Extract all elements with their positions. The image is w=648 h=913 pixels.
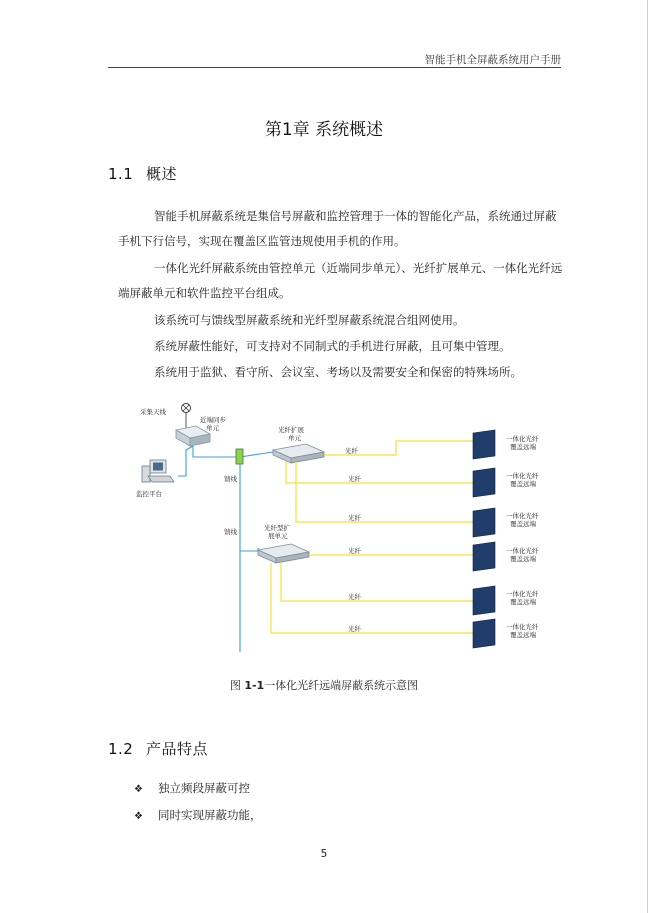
running-header: 智能手机全屏蔽系统用户手册: [424, 54, 561, 66]
near-unit-label-2: 单元: [206, 424, 219, 432]
near-unit-label-1: 近端同步: [200, 416, 226, 424]
feeder-label-1: 馈线: [224, 475, 237, 483]
ext-unit-top-label-1: 光纤扩展: [278, 426, 304, 434]
paragraph-1: 智能手机屏蔽系统是集信号屏蔽和监控管理于一体的智能化产品，系统通过屏蔽手机下行信号，实现在覆盖区监管违规使用手机的作用。: [118, 209, 557, 248]
svg-text:覆盖远端: 覆盖远端: [510, 631, 536, 639]
paragraph-2: 一体化光纤屏蔽系统由管控单元（近端同步单元）、光纤扩展单元、一体化光纤远端屏蔽单元和软件监控平台组成。: [118, 261, 563, 300]
monitor-computer-icon: [142, 460, 174, 482]
svg-text:覆盖远端: 覆盖远端: [510, 443, 536, 451]
remote-panel-3: [473, 508, 539, 537]
feeder-label-2: 馈线: [224, 528, 237, 536]
fiber-label-1: 光纤: [345, 447, 358, 455]
bullet-item-2: [134, 807, 262, 823]
diamond-bullet-icon: ❖: [134, 811, 143, 822]
section-title: 概述: [146, 165, 178, 183]
antenna-icon: [182, 404, 191, 429]
paragraph-4: 系统屏蔽性能好，可支持对不同制式的手机进行屏蔽，且可集中管理。: [154, 339, 511, 353]
svg-text:一体化光纤: 一体化光纤: [506, 472, 539, 480]
caption-text: 一体化光纤远端屏蔽系统示意图: [264, 679, 419, 692]
fiber-extension-unit-bottom-icon: [258, 544, 309, 563]
fiber-extension-unit-top-icon: [273, 444, 324, 463]
fiber-label-6: 光纤: [348, 625, 361, 633]
section-number: 1.2: [108, 740, 134, 758]
svg-text:覆盖远端: 覆盖远端: [510, 555, 536, 563]
fiber-lines: [271, 441, 473, 633]
section-title: 产品特点: [146, 740, 209, 758]
remote-panel-4: [473, 542, 539, 571]
bullet-item-1: [134, 780, 250, 796]
header-rule: [108, 67, 561, 68]
fiber-label-5: 光纤: [348, 593, 361, 601]
bullet-text: 同时实现屏蔽功能，: [158, 808, 262, 822]
svg-text:一体化光纤: 一体化光纤: [506, 547, 539, 555]
section-heading-1-2: [108, 738, 208, 759]
section-number: 1.1: [108, 165, 134, 183]
system-diagram: [128, 400, 568, 655]
remote-panel-6: [473, 619, 539, 648]
diamond-bullet-icon: ❖: [134, 784, 143, 795]
svg-text:一体化光纤: 一体化光纤: [506, 512, 539, 520]
svg-text:覆盖远端: 覆盖远端: [510, 598, 536, 606]
antenna-label: 采集天线: [140, 408, 166, 416]
splitter-icon: [236, 449, 243, 464]
near-sync-unit-icon: [176, 426, 210, 446]
monitor-label: 监控平台: [136, 490, 162, 498]
page-number: 5: [320, 848, 328, 860]
fiber-label-3: 光纤: [348, 514, 361, 522]
svg-text:覆盖远端: 覆盖远端: [510, 520, 536, 528]
chapter-title: 第1章 系统概述: [264, 120, 384, 140]
ext-unit-bottom-label-1: 光纤型扩: [264, 524, 290, 532]
caption-number: 1-1: [244, 679, 265, 692]
section-heading-1-1: [108, 163, 177, 184]
ext-unit-top-label-2: 单元: [288, 434, 301, 442]
ext-unit-bottom-label-2: 展单元: [268, 532, 288, 540]
svg-text:一体化光纤: 一体化光纤: [506, 623, 539, 631]
svg-text:覆盖远端: 覆盖远端: [510, 480, 536, 488]
paragraph-3: 该系统可与馈线型屏蔽系统和光纤型屏蔽系统混合组网使用。: [154, 313, 465, 327]
remote-panel-5: [473, 586, 539, 615]
fiber-label-2: 光纤: [348, 475, 361, 483]
remote-panel-2: [473, 468, 539, 497]
paragraph-5: 系统用于监狱、看守所、会议室、考场以及需要安全和保密的特殊场所。: [154, 365, 522, 379]
caption-prefix: 图: [229, 679, 245, 692]
bullet-text: 独立频段屏蔽可控: [158, 781, 250, 795]
fiber-label-4: 光纤: [348, 547, 361, 555]
svg-text:一体化光纤: 一体化光纤: [506, 435, 539, 443]
figure-caption: [0, 677, 648, 693]
remote-panel-1: [473, 430, 539, 459]
svg-text:一体化光纤: 一体化光纤: [506, 590, 539, 598]
